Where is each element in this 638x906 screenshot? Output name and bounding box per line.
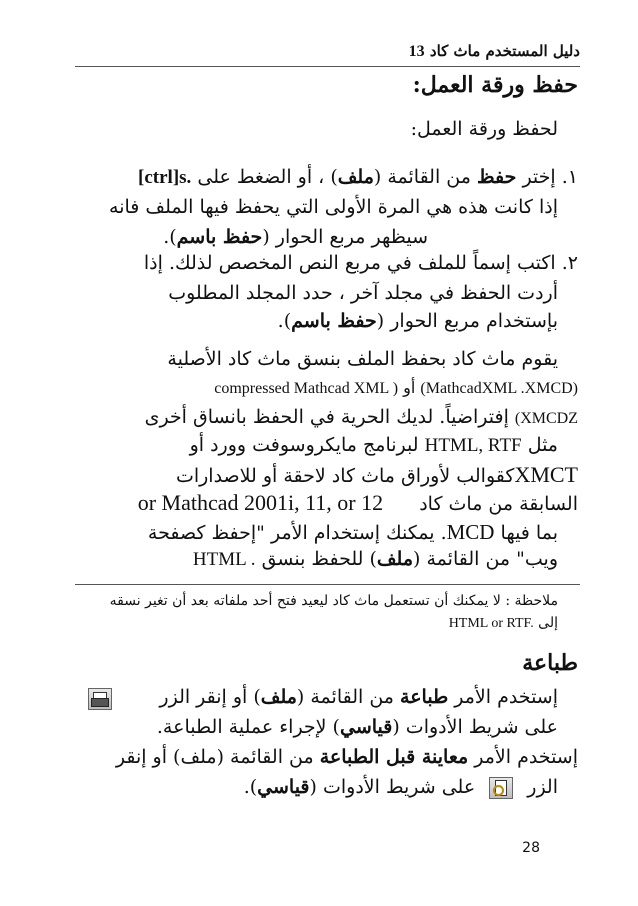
print-preview-command: معاينة قبل الطباعة [319,746,469,768]
print-line3-text-b: من القائمة (ملف) أو إنقر [115,746,314,768]
format-line8-text-b: ) للحفظ بنسق [261,548,377,570]
print-line1 [159,686,558,708]
header-title: دليل المستخدم ماث كاد [429,42,580,60]
format-line3 [145,406,578,428]
format-line4-text-b: لبرنامج مايكروسوفت وورد أو [189,434,419,456]
step2-line3-text-a: بإستخدام مربع الحوار ( [376,310,558,332]
print-file-menu: ملف [260,686,297,708]
format-line4 [190,434,558,457]
print-line3 [116,746,578,768]
format-html: HTML . [192,549,256,570]
format-compressed-xml: compressed Mathcad XML ) [214,380,399,397]
printer-icon [88,688,112,710]
print-preview-icon [489,777,513,799]
format-xmcdz: (XMCDZ [514,410,578,427]
save-intro: لحفظ ورقة العمل: [410,118,558,140]
save-step1-line2: إذا كانت هذه هي المرة الأولى التي يحفظ فيها الملف فانه [109,196,558,218]
print-line2 [157,716,558,738]
print-line1-text-a: إستخدم الأمر [454,686,558,708]
save-step2-line2: أردت الحفظ في مجلد آخر ، حدد المجلد المطلوب [168,282,558,304]
format-xmct: XMCT [514,462,578,487]
running-header [340,42,580,61]
format-or: أو [403,378,416,397]
note-line1: ملاحظة : لا يمكنك أن تستعمل ماث كاد ليعيد فتح أحد ملفاته بعد أن تغير نسقه [109,593,558,609]
format-line3-text: إفتراضياً. لديك الحرية في الحفظ بانساق أخرى [144,406,509,428]
step1-save-command: حفظ [476,166,517,188]
step1-line3-text-a: سيظهر مربع الحوار ( [262,226,428,248]
print-line4-text-a: الزر [527,776,558,798]
step1-file-menu: ملف [337,166,374,188]
save-step1-line3 [163,226,428,248]
format-line2 [214,378,578,398]
format-mcd: MCD [446,520,495,544]
print-line1-text-b: من القائمة ( [296,686,394,708]
section-heading-print: طباعة [522,650,578,676]
format-line7-text-a: بما فيها [500,522,558,544]
step2-text: اكتب إسماً للملف في مربع النص المخصص لذلك. إذا [143,252,556,274]
step2-saveas-dialog: حفظ باسم [291,310,377,332]
print-line1-text-c: ) أو إنقر الزر [159,686,261,708]
format-line6 [138,490,578,516]
format-line7-text-b: . يمكنك إستخدام الأمر "إحفظ كصفحة [147,522,447,544]
header-rule [75,66,580,67]
header-page-ref: 13 [408,43,425,60]
step1-saveas-dialog: حفظ باسم [176,226,263,248]
save-step1-line1 [138,166,578,189]
print-standard-toolbar: قياسي [339,716,393,738]
note-formats: HTML or RTF. [448,616,534,631]
step1-shortcut: [ctrl]s. [138,167,192,188]
step1-number: ١. [561,166,578,188]
note-rule [75,584,580,585]
format-line8 [193,548,558,571]
print-line2-text-a: على شريط الأدوات ( [392,716,558,738]
format-line5 [176,462,578,488]
note-line2 [449,615,558,632]
section-heading-save: حفظ ورقة العمل: [412,72,578,98]
step1-text-b: من القائمة ( [373,166,471,188]
format-line8-text-a: ويب" من القائمة ( [413,548,558,570]
page-number: 28 [522,840,540,856]
step2-line3-text-b: ). [277,310,292,332]
format-line7 [148,520,558,545]
print-line4 [244,776,558,799]
format-line5-text: كقوالب لأوراق ماث كاد لاحقة أو للاصدارات [175,465,515,487]
format-older-versions: or Mathcad 2001i, 11, or 12 [137,490,384,515]
step1-line3-text-b: ). [163,226,177,248]
print-line4-text-c: ). [243,776,258,798]
save-step2-line1 [144,252,578,274]
format-line6-text: السابقة من ماث كاد [419,493,578,515]
print-command: طباعة [400,686,449,708]
format-xmcd: (MathcadXML .XMCD) [420,380,578,397]
format-html-rtf: HTML, RTF [424,435,522,456]
step1-text-a: إختر [522,166,556,188]
note-line2-text: إلى [538,615,558,631]
save-step2-line3 [278,310,558,332]
step1-text-c: ) ، أو الضغط على [197,166,338,188]
print-line3-text-a: إستخدم الأمر [474,746,578,768]
format-line1: يقوم ماث كاد بحفظ الملف بنسق ماث كاد الأصلية [167,348,558,370]
print-line2-text-b: ) لإجراء عملية الطباعة. [156,716,340,738]
print-line4-text-b: على شريط الأدوات ( [309,776,476,798]
format-line4-text-a: مثل [527,434,558,456]
format-file-menu: ملف [376,548,414,570]
preview-standard-toolbar: قياسي [257,776,310,798]
step2-number: ٢. [561,252,578,274]
